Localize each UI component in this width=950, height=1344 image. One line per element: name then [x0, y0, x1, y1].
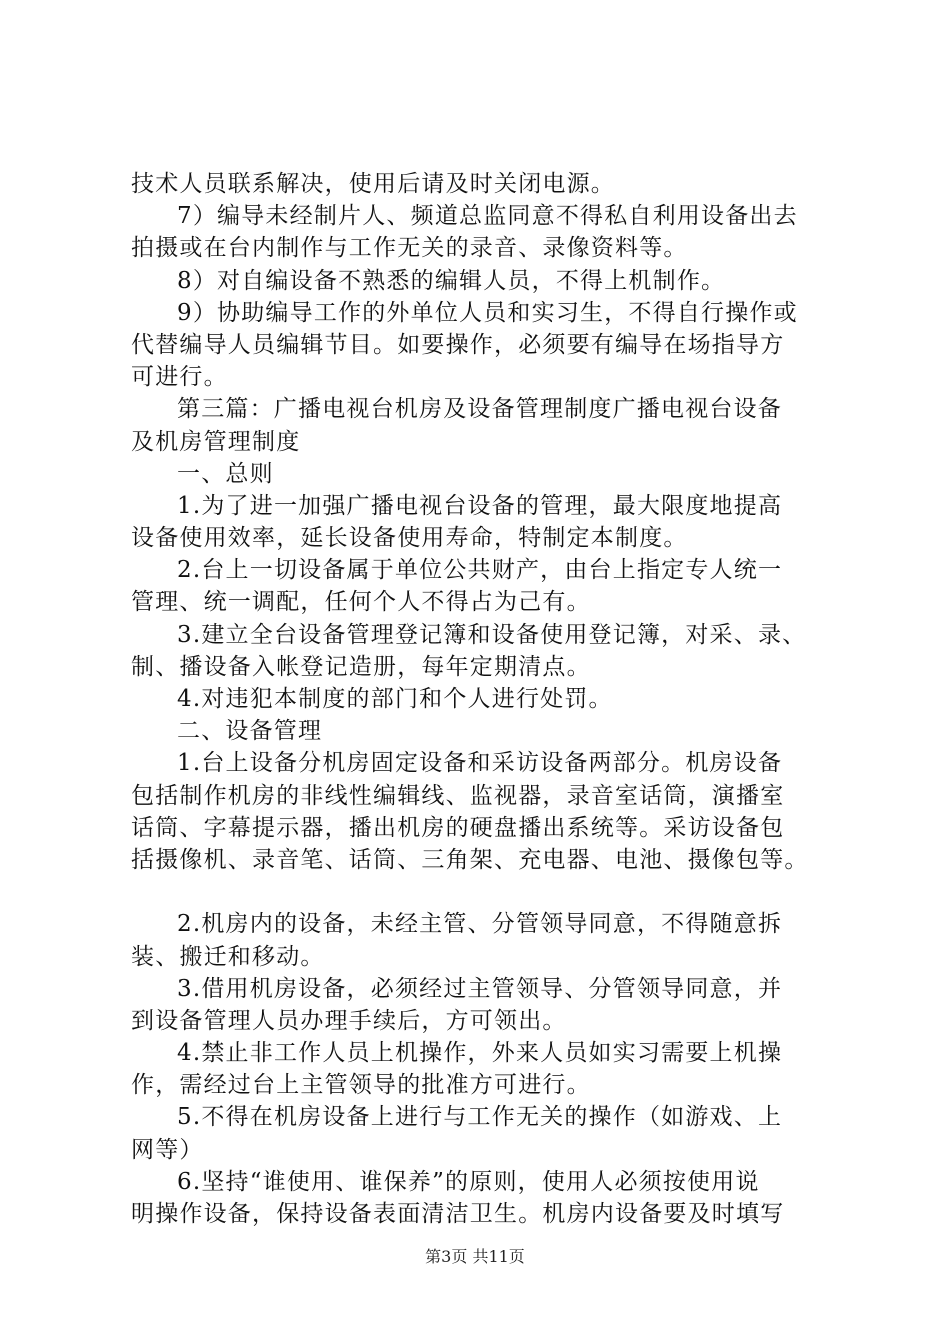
text-line: 制、播设备入帐登记造册，每年定期清点。 — [131, 653, 591, 680]
text-line: 话筒、字幕提示器，播出机房的硬盘播出系统等。采访设备包 — [131, 814, 785, 841]
text-line: 4.禁止非工作人员上机操作，外来人员如实习需要上机操 — [177, 1040, 783, 1067]
text-line: 2.机房内的设备，未经主管、分管领导同意，不得随意拆 — [177, 911, 783, 938]
page-number-footer: 第3页 共11页 — [425, 1247, 525, 1266]
blank-line — [131, 876, 831, 908]
text-line: 装、搬迁和移动。 — [131, 943, 325, 970]
text-line: 拍摄或在台内制作与工作无关的录音、录像资料等。 — [131, 235, 688, 262]
text-line: 可进行。 — [131, 364, 228, 391]
text-line: 4.对违犯本制度的部门和个人进行处罚。 — [177, 686, 613, 712]
text-line: 3.借用机房设备，必须经过主管领导、分管领导同意，并 — [177, 975, 783, 1002]
text-line: 网等） — [131, 1136, 204, 1163]
text-line: 1.台上设备分机房固定设备和采访设备两部分。机房设备 — [177, 750, 783, 777]
text-line: 作，需经过台上主管领导的批准方可进行。 — [131, 1072, 591, 1099]
text-line: 1.为了进一加强广播电视台设备的管理，最大限度地提高 — [177, 492, 783, 519]
section-heading: 及机房管理制度 — [131, 428, 301, 455]
text-line: 明操作设备，保持设备表面清洁卫生。机房内设备要及时填写 — [131, 1201, 785, 1227]
text-line: 3.建立全台设备管理登记簿和设备使用登记簿，对采、录、 — [177, 621, 807, 648]
subsection-heading: 一、总则 — [177, 460, 274, 487]
text-line: 技术人员联系解决，使用后请及时关闭电源。 — [131, 171, 615, 197]
text-line: 设备使用效率，延长设备使用寿命，特制定本制度。 — [131, 525, 688, 552]
subsection-heading: 二、设备管理 — [177, 718, 323, 745]
section-heading: 第三篇：广播电视台机房及设备管理制度广播电视台设备 — [177, 396, 782, 423]
text-line: 7）编导未经制片人、频道总监同意不得私自利用设备出去 — [177, 203, 798, 230]
text-line: 代替编导人员编辑节目。如要操作，必须要有编导在场指导方 — [131, 331, 785, 358]
text-line: 9）协助编导工作的外单位人员和实习生，不得自行操作或 — [177, 299, 798, 326]
text-line: 5.不得在机房设备上进行与工作无关的操作（如游戏、上 — [177, 1104, 783, 1131]
text-line: 6.坚持“谁使用、谁保养”的原则，使用人必须按使用说 — [177, 1168, 760, 1195]
text-line: 管理、统一调配，任何个人不得占为己有。 — [131, 589, 591, 616]
document-body — [131, 168, 831, 1230]
text-line: 8）对自编设备不熟悉的编辑人员，不得上机制作。 — [177, 267, 726, 294]
text-line: 包括制作机房的非线性编辑线、监视器，录音室话筒，演播室 — [131, 782, 785, 809]
text-line: 到设备管理人员办理手续后，方可领出。 — [131, 1007, 567, 1034]
text-line: 括摄像机、录音笔、话筒、三角架、充电器、电池、摄像包等。 — [131, 846, 809, 873]
text-line: 2.台上一切设备属于单位公共财产，由台上指定专人统一 — [177, 557, 783, 584]
